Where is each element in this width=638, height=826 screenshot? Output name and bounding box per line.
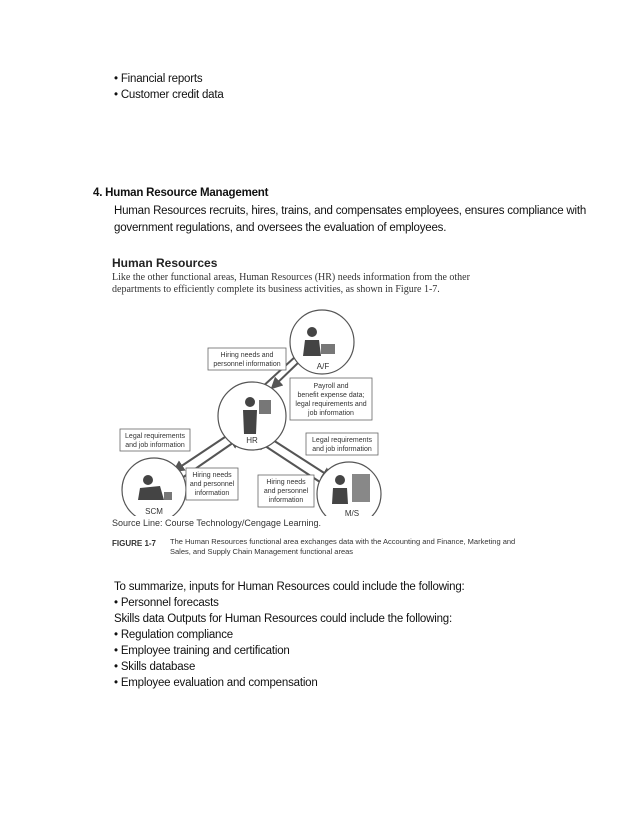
svg-text:Hiring needs: Hiring needs	[192, 472, 232, 479]
figure-heading: Human Resources	[112, 256, 218, 270]
svg-text:Legal requirements: Legal requirements	[312, 437, 372, 444]
svg-text:personnel information: personnel information	[213, 361, 281, 368]
svg-text:Hiring needs and: Hiring needs and	[220, 352, 274, 359]
output-skills-database: • Skills database	[114, 661, 196, 673]
node-hr-label: HR	[246, 436, 258, 445]
box-hiring-ms	[258, 475, 314, 507]
output-employee-evaluation: • Employee evaluation and compensation	[114, 677, 318, 689]
bullet-customer-credit-data: • Customer credit data	[114, 89, 224, 101]
section-body-line-1: Human Resources recruits, hires, trains, and compensates employees, ensures compliance with	[114, 205, 587, 217]
outputs-intro: Skills data Outputs for Human Resources could include the following:	[114, 613, 452, 625]
input-personnel-forecasts: • Personnel forecasts	[114, 597, 219, 609]
node-ms-circle	[317, 462, 381, 516]
svg-text:information: information	[194, 490, 230, 497]
bullet-financial-reports: • Financial reports	[114, 73, 203, 85]
hr-diagram	[112, 256, 532, 516]
svg-text:and personnel: and personnel	[189, 481, 235, 488]
section-heading: 4. Human Resource Management	[93, 187, 269, 199]
figure-caption-label: FIGURE 1-7	[112, 539, 157, 548]
box-legal-scm	[120, 429, 190, 451]
svg-text:legal requirements and: legal requirements and	[295, 401, 367, 408]
node-af-label: A/F	[316, 362, 330, 371]
box-legal-ms	[306, 433, 378, 455]
svg-text:and job information: and job information	[125, 442, 185, 449]
svg-text:information: information	[268, 497, 304, 504]
output-employee-training: • Employee training and certification	[114, 645, 290, 657]
output-regulation-compliance: • Regulation compliance	[114, 629, 233, 641]
svg-text:job information: job information	[308, 410, 354, 417]
figure-1-7	[112, 256, 532, 566]
figure-intro: Like the other functional areas, Human Resources (HR) needs information from the other departments to efficiently complete its business activities, as shown in Figure 1-7.	[112, 272, 470, 295]
box-hiring-scm	[186, 468, 238, 500]
svg-text:and personnel: and personnel	[263, 488, 309, 495]
svg-text:Legal requirements: Legal requirements	[125, 433, 185, 440]
figure-source-line: Source Line: Course Technology/Cengage Learning.	[112, 518, 321, 528]
svg-text:Payroll and: Payroll and	[313, 383, 349, 390]
svg-text:benefit expense data;: benefit expense data;	[297, 392, 365, 399]
section-body-line-2: government regulations, and oversees the evaluation of employees.	[114, 222, 447, 234]
box-hiring-af	[208, 348, 286, 370]
inputs-intro: To summarize, inputs for Human Resources could include the following:	[114, 581, 465, 593]
box-payroll	[290, 378, 372, 420]
svg-text:and job information: and job information	[312, 446, 372, 453]
figure-caption-text: The Human Resources functional area exchanges data with the Accounting and Finance, Marketing and Sales, and Supply Chain Management functional areas	[170, 537, 516, 556]
svg-text:Hiring needs: Hiring needs	[266, 479, 306, 486]
node-ms-label: M/S	[344, 509, 360, 516]
node-scm-label: SCM	[145, 507, 163, 516]
